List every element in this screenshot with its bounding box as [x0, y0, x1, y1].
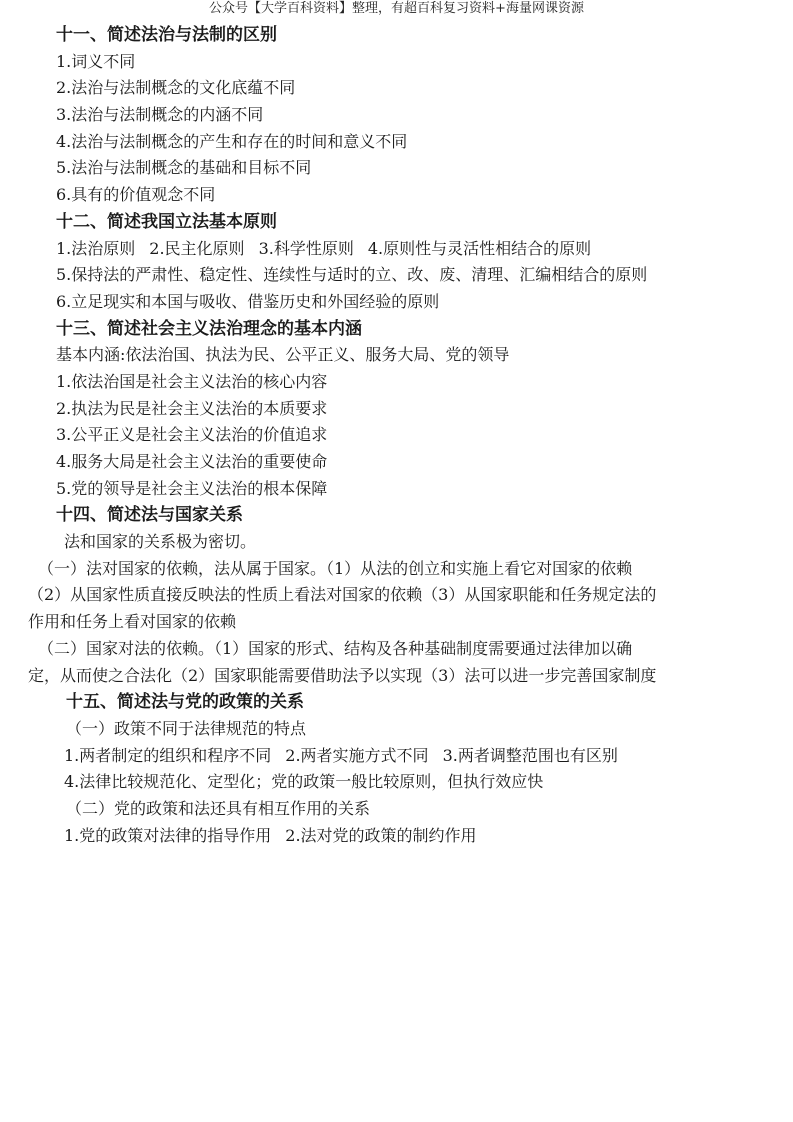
paragraph-line: （一）法对国家的依赖，法从属于国家。（1）从法的创立和实施上看它对国家的依赖 [38, 558, 633, 578]
list-item: 4.服务大局是社会主义法治的重要使命 [56, 452, 328, 471]
header-note: 公众号【大学百科资料】整理，有超百科复习资料+海量网课资源 [209, 1, 584, 16]
list-item: 3.公平正义是社会主义法治的价值追求 [56, 425, 328, 445]
section-intro: 基本内涵:依法治国、执法为民、公平正义、服务大局、党的领导 [56, 345, 510, 365]
list-item: 5.党的领导是社会主义法治的根本保障 [56, 478, 328, 498]
list-item: 2.民主化原则 [149, 238, 245, 258]
list-item: 2.法治与法制概念的文化底蕴不同 [56, 78, 296, 98]
section-13-title: 十三、简述社会主义法治理念的基本内涵 [56, 318, 362, 339]
principles-line-1 [56, 236, 793, 263]
document-body [0, 22, 793, 849]
list-item: 5.法治与法制概念的基础和目标不同 [56, 158, 312, 178]
section-intro: 法和国家的关系极为密切。 [64, 532, 257, 552]
sub-heading: （一）政策不同于法律规范的特点 [66, 718, 307, 738]
section-14-title: 十四、简述法与国家关系 [56, 505, 243, 526]
sub-heading: （二）党的政策和法还具有相互作用的关系 [66, 798, 371, 818]
list-item: 4.原则性与灵活性相结合的原则 [367, 238, 592, 258]
list-item: 1.两者制定的组织和程序不同 [64, 745, 272, 765]
section-12-title: 十二、简述我国立法基本原则 [56, 211, 277, 232]
list-item: 1.法治原则 [56, 238, 136, 258]
paragraph-line: （2）从国家性质直接反映法的性质上看法对国家的依赖（3）从国家职能和任务规定法的 [28, 585, 657, 605]
list-item: 1.依法治国是社会主义法治的核心内容 [56, 371, 328, 391]
policy-line-2 [64, 823, 793, 850]
policy-line-1 [64, 743, 793, 770]
list-item: 2.法对党的政策的制约作用 [285, 825, 477, 845]
list-item: 3.法治与法制概念的内涵不同 [56, 105, 264, 125]
list-item: 3.科学性原则 [258, 238, 354, 258]
list-item: 1.党的政策对法律的指导作用 [64, 825, 272, 845]
paragraph-line: 定，从而使之合法化（2）国家职能需要借助法予以实现（3）法可以进一步完善国家制度 [28, 665, 657, 685]
list-item: 6.立足现实和本国与吸收、借鉴历史和外国经验的原则 [56, 291, 440, 311]
list-item: 6.具有的价值观念不同 [56, 185, 216, 205]
list-item: 1.词义不同 [56, 51, 136, 71]
paragraph-line: （二）国家对法的依赖。（1）国家的形式、结构及各种基础制度需要通过法律加以确 [38, 638, 633, 658]
list-item: 5.保持法的严肃性、稳定性、连续性与适时的立、改、废、清理、汇编相结合的原则 [56, 265, 648, 285]
section-15-title: 十五、简述法与党的政策的关系 [66, 692, 304, 713]
list-item: 2.两者实施方式不同 [285, 745, 429, 765]
section-11-title: 十一、简述法治与法制的区别 [56, 25, 277, 45]
list-item: 3.两者调整范围也有区别 [442, 745, 618, 765]
paragraph-line: 作用和任务上看对国家的依赖 [28, 612, 237, 632]
list-item: 4.法律比较规范化、定型化；党的政策一般比较原则，但执行效应快 [64, 772, 544, 792]
list-item: 2.执法为民是社会主义法治的本质要求 [56, 398, 328, 418]
list-item: 4.法治与法制概念的产生和存在的时间和意义不同 [56, 131, 408, 151]
